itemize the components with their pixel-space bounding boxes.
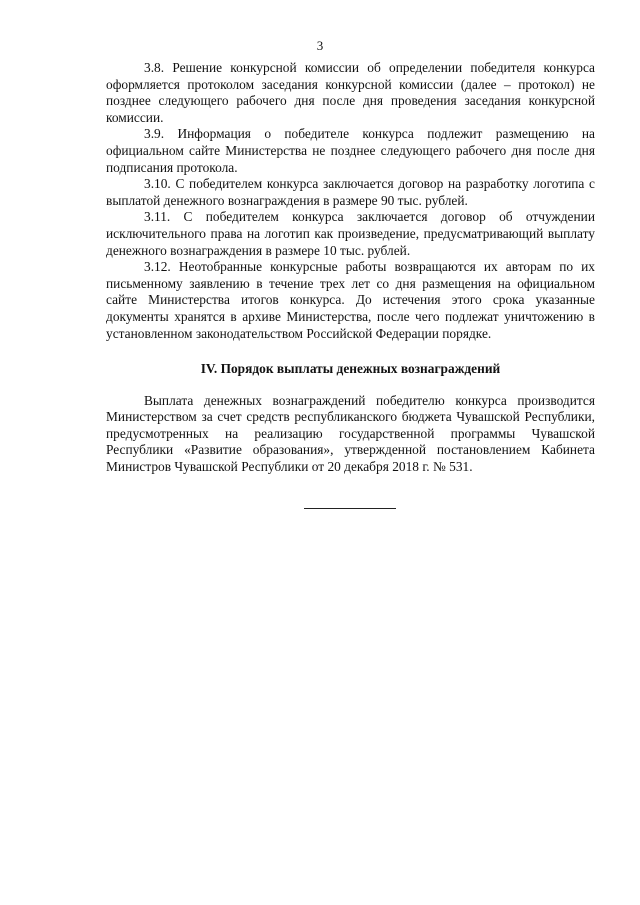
paragraph-3-8: 3.8. Решение конкурсной комиссии об определении победителя конкурса оформляется протоколом заседания конкурсной комиссии (далее – протокол) не позднее следующего рабочего дня после дня проведения заседания конкурсной комиссии. [106, 60, 595, 125]
paragraph-3-9: 3.9. Информация о победителе конкурса подлежит размещению на официальном сайте Министерства не позднее следующего рабочего дня после дня подписания протокола. [106, 126, 595, 175]
section-heading: IV. Порядок выплаты денежных вознаграждений [200, 361, 501, 377]
paragraph-3-10: 3.10. С победителем конкурса заключается договор на разработку логотипа с выплатой денежного вознаграждения в размере 90 тыс. рублей. [106, 176, 595, 208]
paragraph-payment: Выплата денежных вознаграждений победителю конкурса производится Министерством за счет средств республиканского бюджета Чувашской Республики, предусмотренных на реализацию государственной программы Чувашской Республики «Развитие образования», утвержденной постановлением Кабинета Министров Чувашской Республики от 20 декабря 2018 г. № 531. [106, 392, 595, 475]
page-number: 3 [316, 38, 324, 53]
document-body [106, 60, 595, 476]
paragraph-3-11: 3.11. С победителем конкурса заключается договор об отчуждении исключительного права на логотип как произведение, предусматривающий выплату денежного вознаграждения в размере 10 тыс. рублей. [106, 209, 595, 258]
end-divider [304, 508, 396, 509]
paragraph-3-12: 3.12. Неотобранные конкурсные работы возвращаются их авторам по их письменному заявлению в течение трех лет со дня размещения на официальном сайте Министерства итогов конкурса. До истечения этого срока указанные документы хранятся в архиве Министерства, после чего подлежат уничтожению в установленном законодательством Российской Федерации порядке. [106, 259, 595, 341]
